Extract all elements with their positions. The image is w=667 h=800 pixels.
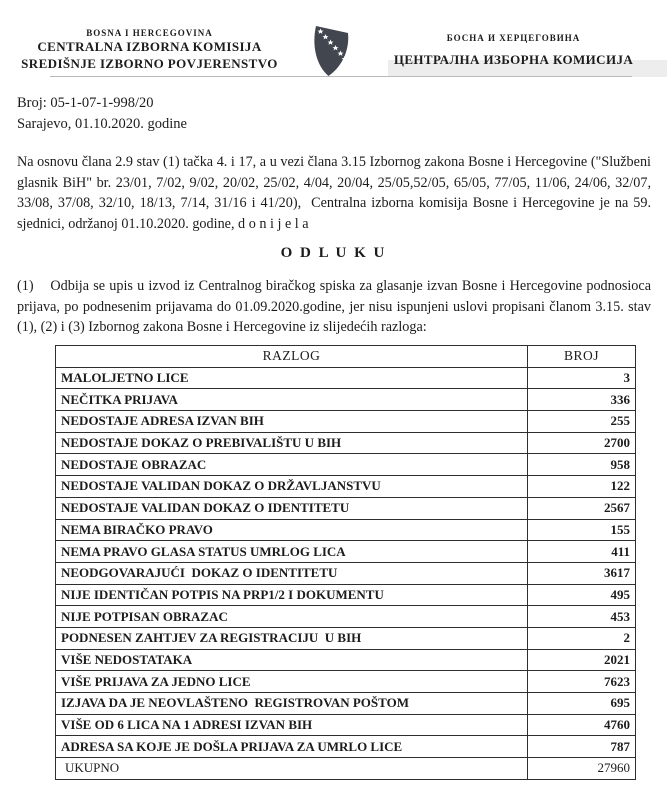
reason-cell: NIJE POTPISAN OBRAZAC [56,606,528,628]
table-row [56,649,636,671]
institution-name-cyrillic: ЦЕНТРАЛНА ИЗБОРНА КОМИСИЈА [393,51,634,67]
count-cell: 2700 [528,432,636,454]
count-cell: 2 [528,627,636,649]
place-and-date: Sarajevo, 01.10.2020. godine [17,116,187,132]
table-row [56,519,636,541]
count-cell: 7623 [528,671,636,693]
table-row [56,389,636,411]
count-cell: 695 [528,693,636,715]
reason-cell: PODNESEN ZAHTJEV ZA REGISTRACIJU U BIH [56,627,528,649]
table-row [56,736,636,758]
count-cell: 3617 [528,562,636,584]
count-cell: 2021 [528,649,636,671]
reason-cell: ADRESA SA KOJE JE DOŠLA PRIJAVA ZA UMRLO LICE [56,736,528,758]
letterhead-divider-line [50,76,632,77]
count-cell: 336 [528,389,636,411]
table-row [56,584,636,606]
table-row [56,671,636,693]
table-row [56,541,636,563]
country-name-cyrillic: БОСНА И ХЕРЦЕГОВИНА [446,32,581,43]
table-row [56,606,636,628]
reason-cell: NEDOSTAJE VALIDAN DOKAZ O DRŽAVLJANSTVU [56,476,528,498]
count-cell: 453 [528,606,636,628]
reason-cell: NEČITKA PRIJAVA [56,389,528,411]
count-cell: 122 [528,476,636,498]
reason-cell: NIJE IDENTIČAN POTPIS NA PRP1/2 I DOKUMENTU [56,584,528,606]
decision-heading: O D L U K U [280,245,387,261]
table-row [56,562,636,584]
total-count-cell: 27960 [528,758,636,780]
table-header-row [56,346,636,368]
institution-name-croatian: SREDIŠNJE IZBORNO POVJERENSTVO [21,55,278,71]
letterhead-latin-block [4,28,296,72]
table-row [56,432,636,454]
count-cell: 3 [528,367,636,389]
count-cell: 787 [528,736,636,758]
table-row [56,411,636,433]
count-cell: 411 [528,541,636,563]
table-total-row [56,758,636,780]
count-cell: 255 [528,411,636,433]
count-cell: 2567 [528,497,636,519]
count-cell: 958 [528,454,636,476]
reason-cell: IZJAVA DA JE NEOVLAŠTENO REGISTROVAN POŠTOM [56,693,528,715]
reason-cell: NEDOSTAJE VALIDAN DOKAZ O IDENTITETU [56,497,528,519]
reason-cell: NEMA BIRAČKO PRAVO [56,519,528,541]
document-meta [17,93,187,135]
reason-cell: VIŠE OD 6 LICA NA 1 ADRESI IZVAN BIH [56,714,528,736]
table-row [56,476,636,498]
reason-cell: NEODGOVARAJUĆI DOKAZ O IDENTITETU [56,562,528,584]
reason-cell: MALOLJETNO LICE [56,367,528,389]
reason-cell: VIŠE NEDOSTATAKA [56,649,528,671]
reason-cell: VIŠE PRIJAVA ZA JEDNO LICE [56,671,528,693]
institution-name-latin: CENTRALNA IZBORNA KOMISIJA [37,39,262,55]
table-row [56,693,636,715]
table-row [56,714,636,736]
letterhead [0,22,667,78]
letterhead-cyrillic-block [364,33,664,68]
reason-cell: NEDOSTAJE DOKAZ O PREBIVALIŠTU U BIH [56,432,528,454]
table-row [56,497,636,519]
rejection-reasons-table [55,345,636,780]
count-cell: 495 [528,584,636,606]
table-row [56,627,636,649]
table-row [56,454,636,476]
bih-coat-of-arms-icon [308,24,352,78]
reason-cell: NEDOSTAJE OBRAZAC [56,454,528,476]
country-name-latin: BOSNA I HERCEGOVINA [86,28,213,39]
total-label-cell: UKUPNO [56,758,528,780]
decision-paragraph-1: (1) Odbija se upis u izvod iz Centralnog biračkog spiska za glasanje izvan Bosne i Hercegovine podnosioca prijava, po podnesenim prijavama do 01.09.2020.godine, jer nisu ispunjeni uslovi propisani članom 3.15. stav (1), (2) i (3) Izbornog zakona Bosne i Hercegovine iz slijedećih razloga: [17,278,655,335]
document-number: Broj: 05-1-07-1-998/20 [17,95,154,111]
count-cell: 155 [528,519,636,541]
count-column-header: BROJ [528,346,636,368]
count-cell: 4760 [528,714,636,736]
reasons-table-body [56,367,636,757]
reason-cell: NEDOSTAJE ADRESA IZVAN BIH [56,411,528,433]
preamble-paragraph: Na osnovu člana 2.9 stav (1) tačka 4. i 17, a u vezi člana 3.15 Izbornog zakona Bosne i Hercegovine ("Službeni glasnik BiH" br. 23/01, 7/02, 9/02, 20/02, 25/02, 4/04, 20/04, 25/05,52/05, 65/05, 77/05, 11/06, 24/06, 32/07, 33/08, 37/08, 32/10, 18/13, 7/14, 31/16 i 41/20), Centralna izborna komisija Bosne i Hercegovine je na 59. sjednici, održanoj 01.10.2020. godine, d o n i j e l a [17,154,655,232]
reason-column-header: RAZLOG [56,346,528,368]
reason-cell: NEMA PRAVO GLASA STATUS UMRLOG LICA [56,541,528,563]
table-row [56,367,636,389]
